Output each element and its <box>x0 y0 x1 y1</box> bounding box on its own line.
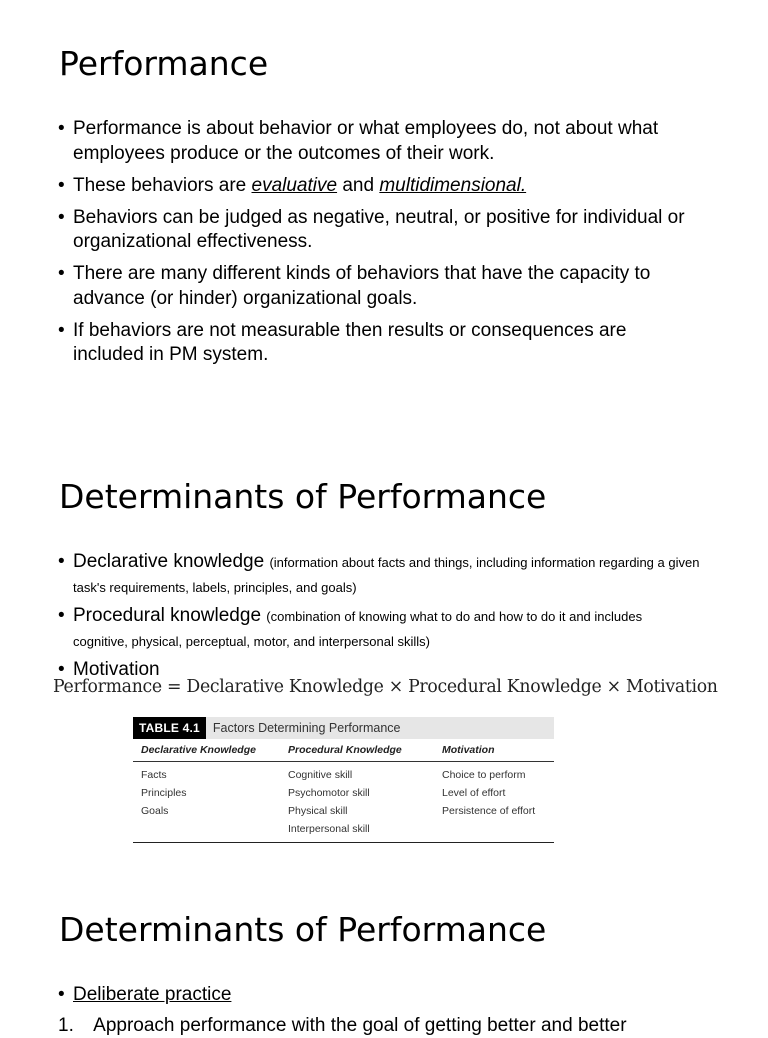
bullet-icon: • <box>58 206 65 228</box>
table-cell: Persistence of effort <box>442 805 536 817</box>
table-cell: Goals <box>141 805 169 817</box>
bullet-icon: • <box>58 551 65 572</box>
bullet-icon: • <box>58 263 65 284</box>
bullet-text: Performance is about behavior or what employees do, not about what employees produce or the outcomes of their work. <box>73 118 659 164</box>
item-number: 1. <box>58 1015 74 1036</box>
bullet-list <box>58 983 231 1008</box>
table-caption: Factors Determining Performance <box>212 721 401 735</box>
table-cell: Facts <box>141 769 167 781</box>
bullet-icon: • <box>58 319 65 341</box>
bullet-text: Declarative knowledge <box>73 551 265 572</box>
table-cell: Interpersonal skill <box>288 823 370 835</box>
bullet-detail: (information about facts and things, including information regarding a given task's requirements, labels, principles, and goals) <box>73 555 700 595</box>
table-tag: TABLE 4.1 <box>133 717 206 739</box>
table-cell: Physical skill <box>288 805 348 817</box>
bullet-icon: • <box>58 174 65 196</box>
list-item <box>58 983 231 1008</box>
column-header: Procedural Knowledge <box>288 744 402 756</box>
bullet-text: Deliberate practice <box>73 984 232 1005</box>
bullet-text: There are many different kinds of behaviors that have the capacity to advance (or hinder) organizational goals. <box>73 263 651 309</box>
bullet-text: These behaviors are <box>73 174 252 196</box>
bullet-text: and <box>337 174 380 196</box>
bullet-text: Behaviors can be judged as negative, neutral, or positive for individual or organizational effectiveness. <box>73 206 685 252</box>
bullet-text: If behaviors are not measurable then results or consequences are included in PM system. <box>73 319 627 365</box>
bullet-text: Motivation <box>73 659 160 680</box>
bullet-icon: • <box>58 118 65 139</box>
bullet-detail: (combination of knowing what to do and how to do it and includes cognitive, physical, perceptual, motor, and interpersonal skills) <box>73 609 643 649</box>
table-cell: Choice to perform <box>442 769 526 781</box>
emphasis-evaluative: evaluative <box>251 174 338 196</box>
bullet-icon: • <box>58 984 65 1005</box>
bullet-icon: • <box>58 605 65 626</box>
page-title: Determinants of Performance <box>59 910 547 949</box>
column-header: Motivation <box>442 744 495 756</box>
performance-formula: Performance = Declarative Knowledge × Procedural Knowledge × Motivation <box>53 677 718 697</box>
table-cell: Cognitive skill <box>288 769 353 781</box>
numbered-item <box>58 1014 627 1038</box>
page-title: Performance <box>59 44 269 83</box>
bullet-icon: • <box>58 659 65 680</box>
emphasis-multidimensional: multidimensional. <box>379 174 527 196</box>
column-header: Declarative Knowledge <box>141 744 256 756</box>
table-cell: Psychomotor skill <box>288 787 370 799</box>
table-cell: Principles <box>141 787 187 799</box>
item-text: Approach performance with the goal of getting better and better <box>93 1015 627 1036</box>
table-cell: Level of effort <box>442 787 506 799</box>
bullet-text: Procedural knowledge <box>73 605 262 626</box>
page-title: Determinants of Performance <box>59 477 547 516</box>
